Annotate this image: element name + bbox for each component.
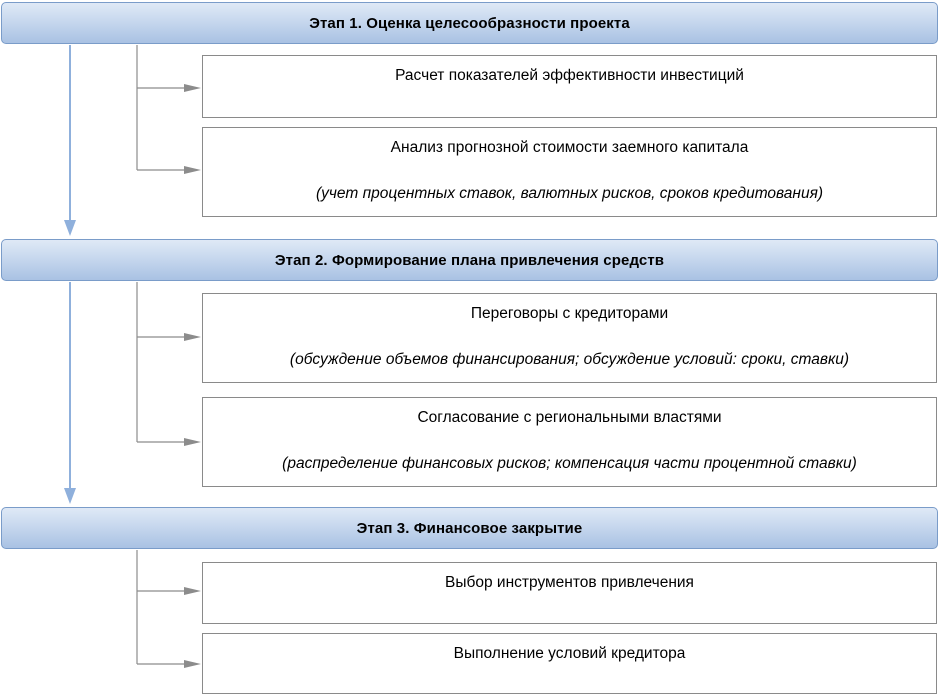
stage-1-header <box>1 2 938 44</box>
stage-1-item-2-box <box>202 127 937 217</box>
stage-3-title: Этап 3. Финансовое закрытие <box>356 519 583 537</box>
stage-2-item-1-text: Переговоры с кредиторами <box>470 305 669 322</box>
stage-2-item-2-text: Согласование с региональными властями <box>417 409 722 426</box>
stage-2-item-1-box <box>202 293 937 383</box>
branch-arrow-stage2-item1-head <box>184 333 201 341</box>
stage-1-item-1-box <box>202 55 937 118</box>
stage-1-item-2-note: (учет процентных ставок, валютных рисков, сроков кредитования) <box>315 185 824 202</box>
stage-3-header <box>1 507 938 549</box>
stage-3-item-1-text: Выбор инструментов привлечения <box>445 574 694 591</box>
stage-1-item-1-text: Расчет показателей эффективности инвестиций <box>395 67 744 84</box>
stage-1-item-2-text: Анализ прогнозной стоимости заемного капитала <box>390 139 749 156</box>
branch-arrow-stage1-item1-head <box>184 84 201 92</box>
stage-1-title: Этап 1. Оценка целесообразности проекта <box>309 14 630 32</box>
branch-arrow-stage2-item2-head <box>184 438 201 446</box>
branch-arrow-stage1-item2-head <box>184 166 201 174</box>
branch-arrow-stage3-item2-head <box>184 660 201 668</box>
stage-3-item-2-box <box>202 633 937 694</box>
flow-arrow-stage1-stage2-head <box>64 220 76 236</box>
stage-2-item-2-note: (распределение финансовых рисков; компенсация части процентной ставки) <box>282 455 857 472</box>
branch-arrow-stage3-item1-head <box>184 587 201 595</box>
stage-2-header <box>1 239 938 281</box>
flow-arrow-stage2-stage3-head <box>64 488 76 504</box>
stage-2-item-2-box <box>202 397 937 487</box>
stage-3-item-2-text: Выполнение условий кредитора <box>453 645 686 662</box>
stage-2-item-1-note: (обсуждение объемов финансирования; обсуждение условий: сроки, ставки) <box>289 351 850 368</box>
stage-3-item-1-box <box>202 562 937 624</box>
stage-2-title: Этап 2. Формирование плана привлечения средств <box>274 251 665 269</box>
